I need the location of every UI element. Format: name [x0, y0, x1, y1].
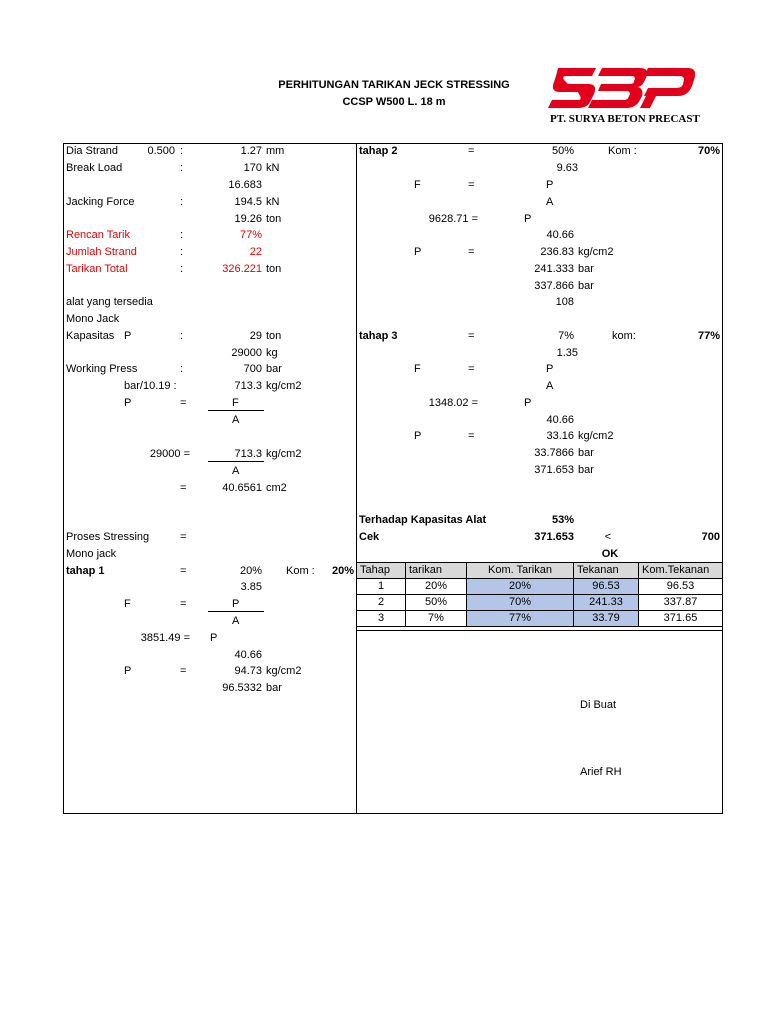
proses-stressing-label: Proses Stressing — [66, 531, 150, 543]
kapasitas-alat-value: 53% — [551, 514, 574, 526]
cumulative-bar: 337.866 — [534, 280, 574, 292]
unit: ton — [266, 330, 282, 342]
company-name: PT. SURYA BETON PRECAST — [550, 113, 700, 125]
fraction-denominator: A — [232, 465, 240, 477]
jacking-force-label: Jacking Force — [66, 196, 135, 208]
equals: = — [180, 397, 187, 409]
unit: kN — [266, 196, 280, 208]
unit: kN — [266, 162, 280, 174]
area-value: 40.6561 — [222, 482, 262, 494]
cell: 7% — [406, 611, 467, 627]
colon: : — [180, 229, 184, 241]
unit: ton — [266, 213, 282, 225]
unit: mm — [266, 145, 285, 157]
page-subtitle: CCSP W500 L. 18 m — [342, 96, 446, 108]
pressure-value: 33.16 — [546, 430, 574, 442]
equals: = — [180, 565, 187, 577]
working-press-label: Working Press — [66, 363, 138, 375]
cell: 33.79 — [574, 611, 639, 627]
kapasitas-kg: 29000 — [231, 347, 262, 359]
symbol-f: F — [414, 179, 421, 191]
symbol-p: P — [210, 632, 218, 644]
rencan-tarik-label: Rencan Tarik — [66, 229, 130, 241]
colon: : — [180, 196, 184, 208]
tahap-1-label: tahap 1 — [66, 565, 105, 577]
cell: 20% — [467, 579, 574, 595]
sheet-frame — [63, 143, 723, 814]
pressure-bar: 96.5332 — [222, 682, 262, 694]
header-tekanan: Tekanan — [574, 563, 639, 579]
cumulative-bar: 371.653 — [534, 464, 574, 476]
colon: : — [180, 330, 184, 342]
jumlah-strand-value: 22 — [249, 246, 262, 258]
unit: bar — [266, 363, 282, 375]
signature-label: Di Buat — [580, 699, 617, 711]
symbol-f: F — [124, 598, 131, 610]
tahap-3-kom: 77% — [697, 330, 720, 342]
signature-name: Arief RH — [580, 766, 622, 778]
equals: = — [468, 179, 475, 191]
unit: cm2 — [266, 482, 287, 494]
kapasitas-value: 29 — [249, 330, 262, 342]
dia-strand-inch: 0.500 — [147, 145, 175, 157]
kapasitas-label: Kapasitas — [66, 330, 115, 342]
jacking-force-value: 194.5 — [234, 196, 262, 208]
break-load-label: Break Load — [66, 162, 123, 174]
symbol-p: P — [414, 246, 422, 258]
kapasitas-alat-label: Terhadap Kapasitas Alat — [359, 514, 487, 526]
unit: kg/cm2 — [578, 246, 614, 258]
cell: 371.65 — [639, 611, 723, 627]
cell: 50% — [406, 595, 467, 611]
cek-max: 700 — [701, 531, 720, 543]
less-than: < — [604, 531, 612, 543]
symbol-p: P — [524, 397, 532, 409]
working-press-value: 700 — [243, 363, 262, 375]
table-row — [357, 595, 723, 611]
unit: kg — [266, 347, 278, 359]
cell: 96.53 — [574, 579, 639, 595]
unit: ton — [266, 263, 282, 275]
load-equation: 29000 = — [149, 448, 190, 460]
break-load-value: 170 — [243, 162, 262, 174]
cell: 77% — [467, 611, 574, 627]
unit: kg/cm2 — [266, 665, 302, 677]
unit: bar — [266, 682, 282, 694]
area-value: 40.66 — [546, 229, 574, 241]
symbol-f: F — [414, 363, 421, 375]
equals: = — [468, 363, 475, 375]
colon: : — [180, 246, 184, 258]
symbol-a: A — [546, 380, 554, 392]
equals: = — [180, 531, 187, 543]
cek-value: 371.653 — [534, 531, 574, 543]
unit: bar — [578, 464, 594, 476]
fraction-denominator: A — [232, 414, 240, 426]
mono-jack-label-2: Mono jack — [66, 548, 117, 560]
pressure-bar: 33.7866 — [534, 447, 574, 459]
table-row — [357, 579, 723, 595]
fraction-denominator: A — [232, 615, 240, 627]
ok-status: OK — [601, 548, 619, 560]
cell: 337.87 — [639, 595, 723, 611]
unit: bar — [578, 447, 594, 459]
rencan-tarik-value: 77% — [239, 229, 262, 241]
equals: = — [468, 430, 475, 442]
pressure-bar: 241.333 — [534, 263, 574, 275]
cek-label: Cek — [359, 531, 380, 543]
header-tahap: Tahap — [357, 563, 406, 579]
pressure-value: 236.83 — [540, 246, 574, 258]
load-equation: 9628.71 = — [428, 213, 478, 225]
symbol-p: P — [524, 213, 532, 225]
symbol-a: A — [546, 196, 554, 208]
colon: : — [180, 363, 184, 375]
cell: 96.53 — [639, 579, 723, 595]
bar-conversion-label: bar/10.19 : — [124, 380, 177, 392]
kom-label: Kom : — [608, 145, 637, 157]
dia-strand-label: Dia Strand — [66, 145, 118, 157]
tahap-1-kom: 20% — [331, 565, 354, 577]
table-header-row — [357, 563, 723, 579]
dia-strand-value: 1.27 — [240, 145, 262, 157]
cell: 20% — [406, 579, 467, 595]
break-load-ton: 16.683 — [228, 179, 262, 191]
sbp-logo-icon — [548, 66, 698, 114]
symbol-p: P — [546, 179, 554, 191]
equals: = — [468, 246, 475, 258]
tahap-3-pct: 7% — [558, 330, 574, 342]
colon: : — [180, 162, 184, 174]
fraction-numerator: 713.3 — [234, 448, 262, 460]
fraction-numerator: F — [232, 397, 239, 409]
equals: = — [180, 482, 187, 494]
page-title: PERHITUNGAN TARIKAN JECK STRESSING — [278, 79, 510, 91]
column-divider — [356, 143, 357, 814]
company-logo — [548, 66, 700, 125]
kom-label: kom: — [612, 330, 636, 342]
tahap-2-kom: 70% — [697, 145, 720, 157]
cell: 70% — [467, 595, 574, 611]
fraction-bar — [208, 611, 264, 612]
area-value: 40.66 — [546, 414, 574, 426]
load-equation: 1348.02 = — [428, 397, 478, 409]
cell: 1 — [357, 579, 406, 595]
colon: : — [180, 145, 184, 157]
tahap-1-ton: 3.85 — [240, 581, 262, 593]
header-kom-tarikan: Kom. Tarikan — [467, 563, 574, 579]
unit: kg/cm2 — [266, 380, 302, 392]
tahap-2-ton: 9.63 — [556, 162, 578, 174]
area-value: 40.66 — [234, 649, 262, 661]
mono-jack-label: Mono Jack — [66, 313, 120, 325]
tahap-3-ton: 1.35 — [556, 347, 578, 359]
colon: : — [180, 263, 184, 275]
equals: = — [468, 330, 475, 342]
symbol-p: P — [124, 665, 132, 677]
symbol-p: P — [546, 363, 554, 375]
fraction-bar — [208, 410, 264, 411]
tarikan-total-value: 326.221 — [222, 263, 262, 275]
header-kom-tekanan: Kom.Tekanan — [639, 563, 723, 579]
cell: 3 — [357, 611, 406, 627]
kom-label: Kom : — [286, 565, 315, 577]
bar-conversion-value: 713.3 — [234, 380, 262, 392]
jumlah-strand-label: Jumlah Strand — [66, 246, 137, 258]
tahap-2-pct: 50% — [551, 145, 574, 157]
fraction-numerator: P — [232, 598, 240, 610]
cell: 2 — [357, 595, 406, 611]
jacking-force-ton: 19.26 — [234, 213, 262, 225]
pressure-value: 94.73 — [234, 665, 262, 677]
unit: bar — [578, 280, 594, 292]
unit: kg/cm2 — [578, 430, 614, 442]
fraction-bar — [208, 461, 264, 462]
unit: bar — [578, 263, 594, 275]
tahap-3-label: tahap 3 — [359, 330, 398, 342]
table-row — [357, 611, 723, 627]
summary-table — [356, 562, 723, 627]
table-bottom-line — [356, 630, 723, 631]
header-tarikan: tarikan — [406, 563, 467, 579]
symbol-p: P — [414, 430, 422, 442]
alat-label: alat yang tersedia — [66, 296, 153, 308]
symbol-p: P — [124, 330, 132, 342]
tarikan-total-label: Tarikan Total — [66, 263, 128, 275]
cell: 241.33 — [574, 595, 639, 611]
equals: = — [180, 598, 187, 610]
load-equation: 3851.49 = — [140, 632, 190, 644]
tahap-2-label: tahap 2 — [359, 145, 398, 157]
tahap-1-pct: 20% — [239, 565, 262, 577]
equals: = — [180, 665, 187, 677]
symbol-p: P — [124, 397, 132, 409]
equals: = — [468, 145, 475, 157]
value-108: 108 — [555, 296, 574, 308]
unit: kg/cm2 — [266, 448, 302, 460]
